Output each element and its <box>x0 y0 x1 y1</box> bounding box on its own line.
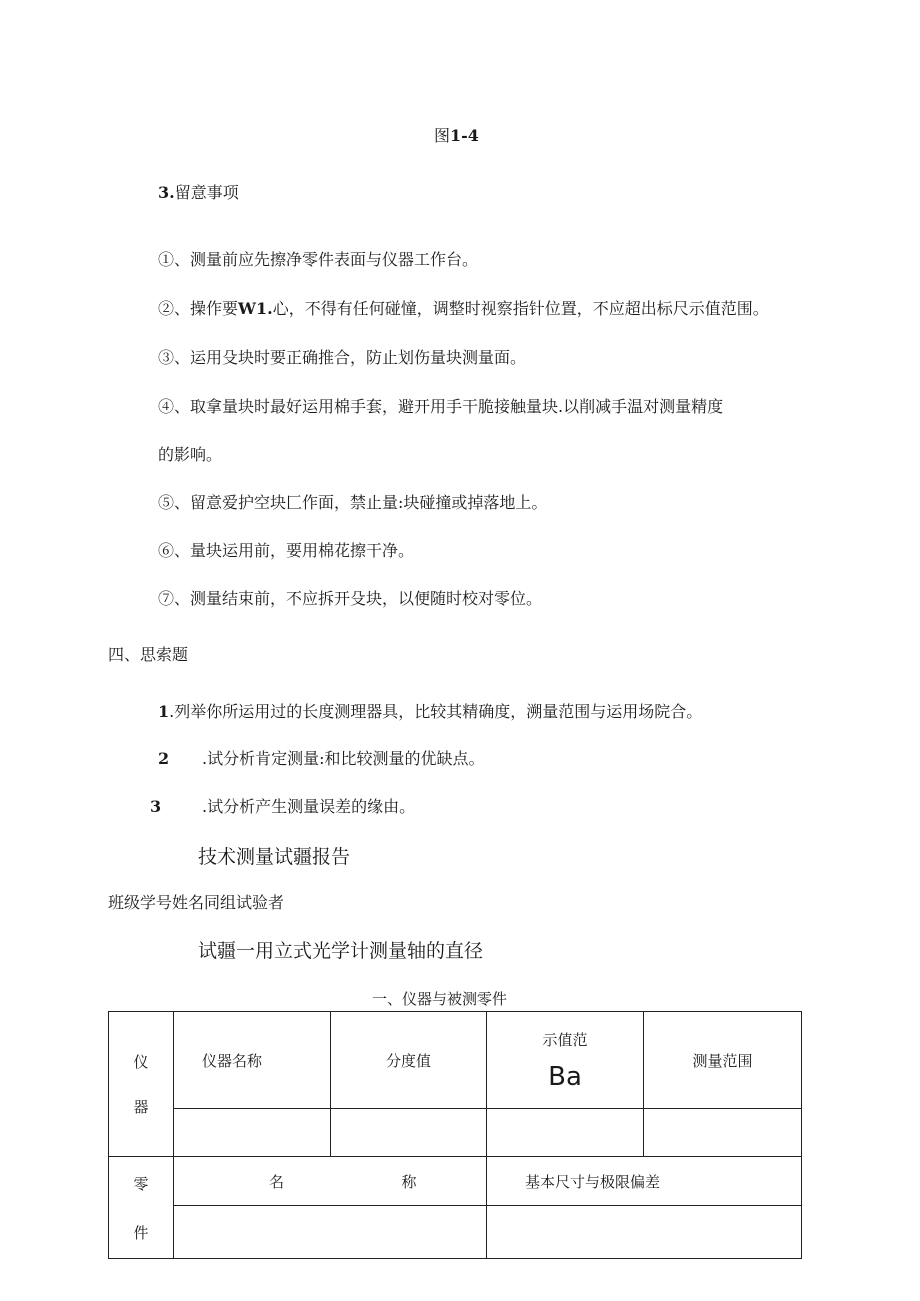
list-item <box>158 490 547 513</box>
instrument-parts-table <box>108 1011 802 1259</box>
header-division-value: 分度值 <box>331 1012 487 1109</box>
header-part-name-char: 名 <box>269 1172 285 1191</box>
table-row <box>109 1012 802 1109</box>
header-indication-range-ba: Ba <box>548 1061 582 1092</box>
table-row <box>109 1206 802 1259</box>
class-info-line: 班级学号姓名同组试验者 <box>108 893 285 912</box>
list-item-text: ⑦、测量结束前，不应拆开殳块，以便随时校对零位。 <box>158 589 543 608</box>
question-number: 3 <box>150 797 162 816</box>
list-item-text: ⑥、量块运用前，要用棉花擦干净。 <box>158 541 415 560</box>
figure-caption <box>434 123 479 146</box>
header-measure-range: 测量范围 <box>644 1012 802 1109</box>
section3-number: 3. <box>158 183 175 202</box>
table-caption: 一、仪器与被测零件 <box>372 990 508 1008</box>
measure-range-cell[interactable] <box>644 1109 802 1157</box>
table-row <box>109 1157 802 1206</box>
list-item <box>158 247 478 270</box>
list-item-text: ③、运用殳块时要正确推合，防止划伤量块测量面。 <box>158 348 527 367</box>
list-item-text: ①、测量前应先擦净零件表面与仪器工作台。 <box>158 250 479 269</box>
list-item <box>158 345 526 368</box>
question-item <box>150 794 415 817</box>
list-item-text: ②、操作要 <box>158 299 239 318</box>
row-label-char: 仪 <box>133 1053 149 1071</box>
part-name-cell[interactable] <box>174 1206 487 1259</box>
question-item <box>158 699 702 722</box>
list-item-text: ④、取拿量块时最好运用棉手套，避开用手干脆接触量块.以削减手温对测量精度 <box>158 397 724 416</box>
row-label-char: 器 <box>133 1098 149 1116</box>
header-indication-range <box>487 1012 644 1109</box>
section3-heading <box>158 180 239 203</box>
section4-heading: 四、思索题 <box>108 645 189 664</box>
header-indication-range-text: 示值范 <box>542 1030 588 1049</box>
header-instrument-name: 仪器名称 <box>174 1012 331 1109</box>
instrument-row-label <box>109 1012 174 1157</box>
part-row-label <box>109 1157 174 1259</box>
list-item-continuation <box>158 442 222 465</box>
question-text: .列举你所运用过的长度测理器具，比较其精确度，溯量范围与运用场院合。 <box>169 702 703 721</box>
table-row <box>109 1109 802 1157</box>
list-item <box>158 538 414 561</box>
list-item <box>158 394 723 417</box>
figure-caption-number: 1-4 <box>450 126 479 145</box>
division-value-cell[interactable] <box>331 1109 487 1157</box>
list-item <box>158 586 542 609</box>
indication-range-cell[interactable] <box>487 1109 644 1157</box>
part-size-cell[interactable] <box>487 1206 802 1259</box>
question-text: .试分析肯定测量:和比较测量的优缺点。 <box>202 749 485 768</box>
question-number: 2 <box>158 749 170 768</box>
question-text: .试分析产生测量误差的缘由。 <box>202 797 416 816</box>
list-item-text: ⑤、留意爱护空块匚作面，禁止量:块碰撞或掉落地上。 <box>158 493 548 512</box>
header-part-name <box>174 1157 487 1206</box>
header-part-name-char: 称 <box>401 1172 417 1191</box>
report-title: 技术测量试疆报告 <box>198 846 351 868</box>
list-item-text: 的影响。 <box>158 445 223 464</box>
header-part-size: 基本尺寸与极限偏差 <box>487 1157 802 1206</box>
question-item <box>158 746 484 769</box>
row-label-char: 件 <box>133 1223 149 1242</box>
section3-title: 留意事项 <box>174 183 239 202</box>
list-item-bold-text: W1. <box>238 299 273 318</box>
list-item-text: 心，不得有任何碰憧，调整时视察指针位置，不应超出标尺示值范围。 <box>272 299 769 318</box>
instrument-name-cell[interactable] <box>174 1109 331 1157</box>
row-label-char: 零 <box>133 1174 149 1193</box>
question-number: 1 <box>158 702 170 721</box>
experiment-title: 试疆一用立式光学计测量轴的直径 <box>198 940 484 962</box>
figure-caption-prefix: 图 <box>434 126 451 145</box>
list-item <box>158 296 769 319</box>
